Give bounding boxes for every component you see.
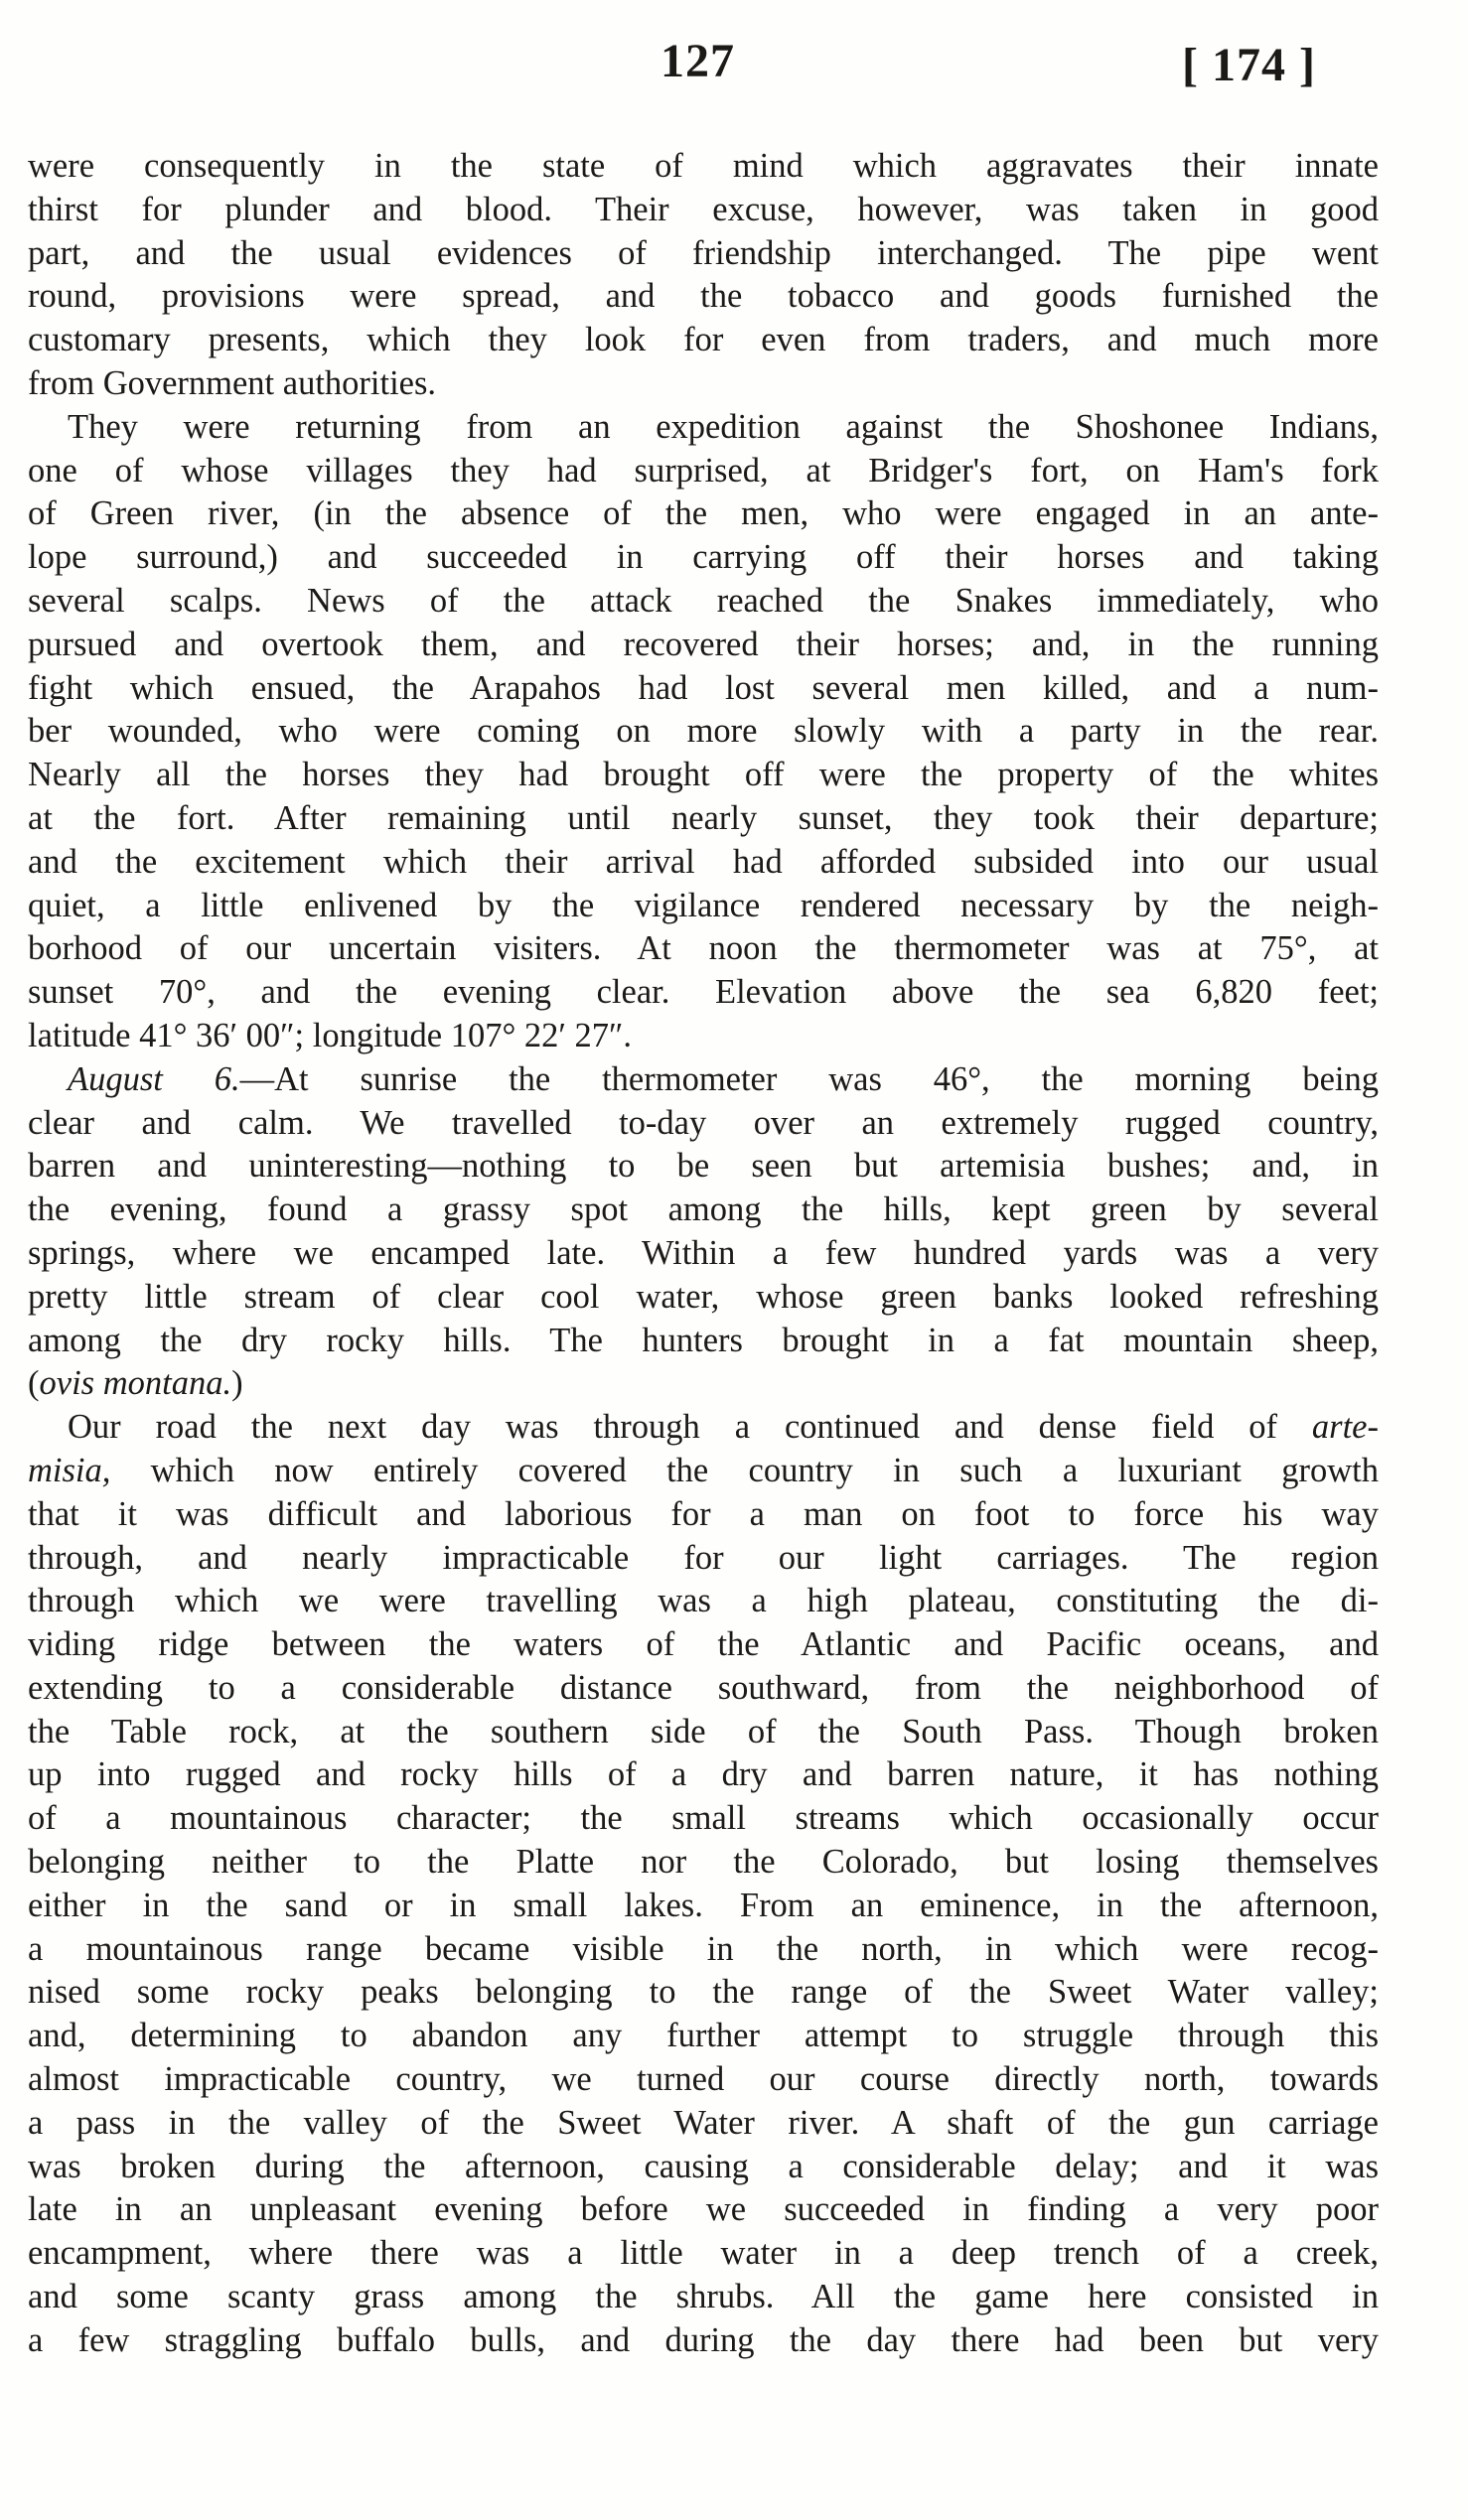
text-line: through which we were travelling was a high plateau, constituting the di- <box>28 1582 1379 1620</box>
text-line: the evening, found a grassy spot among the hills, kept green by several <box>28 1190 1379 1229</box>
text-fragment: ( <box>28 1364 40 1403</box>
text-fragment: ) <box>231 1364 243 1403</box>
text-line: barren and uninteresting—nothing to be seen but artemisia bushes; and, in <box>28 1147 1379 1186</box>
page-header <box>0 34 1468 113</box>
text-line: quiet, a little enlivened by the vigilance rendered necessary by the neigh- <box>28 886 1379 924</box>
text-line <box>28 1058 1379 1102</box>
text-line: and, determining to abandon any further attempt to struggle through this <box>28 2017 1379 2055</box>
text-line: among the dry rocky hills. The hunters brought in a fat mountain sheep, <box>28 1321 1379 1359</box>
text-line: part, and the usual evidences of friendship interchanged. The pipe went <box>28 233 1379 272</box>
species-name: ovis montana. <box>39 1364 232 1403</box>
text-line: clear and calm. We travelled to-day over an extremely rugged country, <box>28 1103 1379 1142</box>
text-line: either in the sand or in small lakes. From an eminence, in the afternoon, <box>28 1886 1379 1924</box>
text-line: customary presents, which they look for even from traders, and much more <box>28 321 1379 359</box>
text-line: belonging neither to the Platte nor the Colorado, but losing themselves <box>28 1843 1379 1882</box>
text-line: up into rugged and rocky hills of a dry and barren nature, it has nothing <box>28 1755 1379 1794</box>
text-line: a few straggling buffalo bulls, and during the day there had been but very <box>28 2320 1379 2359</box>
text-line: Nearly all the horses they had brought off were the property of the whites <box>28 756 1379 794</box>
species-name: arte- <box>1311 1408 1379 1447</box>
text-line: They were returning from an expedition against the Shoshonee Indians, <box>68 407 1379 446</box>
text-line: of a mountainous character; the small streams which occasionally occur <box>28 1799 1379 1838</box>
text-line: and the excitement which their arrival had afforded subsided into our usual <box>28 842 1379 881</box>
text-line: borhood of our uncertain visiters. At noon the thermometer was at 75°, at <box>28 929 1379 968</box>
text-fragment: which now entirely covered the country in such a luxuriant growth <box>110 1451 1379 1489</box>
text-line <box>28 1362 1379 1406</box>
text-line: and some scanty grass among the shrubs. All the game here consisted in <box>28 2278 1379 2316</box>
text-line: was broken during the afternoon, causing a considerable delay; and it was <box>28 2147 1379 2185</box>
text-line: the Table rock, at the southern side of the South Pass. Though broken <box>28 1712 1379 1750</box>
text-line: springs, where we encamped late. Within a few hundred yards was a very <box>28 1233 1379 1272</box>
text-line: that it was difficult and laborious for a man on foot to force his way <box>28 1494 1379 1533</box>
text-line: pursued and overtook them, and recovered their horses; and, in the running <box>28 625 1379 663</box>
text-line: from Government authorities. <box>28 363 437 402</box>
text-line: late in an unpleasant evening before we succeeded in finding a very poor <box>28 2190 1379 2229</box>
text-line: thirst for plunder and blood. Their excuse, however, was taken in good <box>28 190 1379 228</box>
text-line: latitude 41° 36′ 00″; longitude 107° 22′ 27″. <box>28 1016 633 1054</box>
date-heading: August 6. <box>68 1059 240 1098</box>
text-line: lope surround,) and succeeded in carrying off their horses and taking <box>28 538 1379 577</box>
text-fragment: Our road the next day was through a continued and dense field of <box>68 1408 1312 1447</box>
text-fragment: —At sunrise the thermometer was 46°, the morning being <box>239 1059 1379 1098</box>
text-line: nised some rocky peaks belonging to the range of the Sweet Water valley; <box>28 1973 1379 2012</box>
text-line: viding ridge between the waters of the Atlantic and Pacific oceans, and <box>28 1625 1379 1664</box>
text-line: through, and nearly impracticable for our light carriages. The region <box>28 1538 1379 1577</box>
text-line: round, provisions were spread, and the tobacco and goods furnished the <box>28 277 1379 316</box>
text-line: at the fort. After remaining until nearly sunset, they took their departure; <box>28 798 1379 837</box>
text-line: sunset 70°, and the evening clear. Elevation above the sea 6,820 feet; <box>28 973 1379 1012</box>
text-line: fight which ensued, the Arapahos had lost several men killed, and a num- <box>28 668 1379 707</box>
text-line: pretty little stream of clear cool water, whose green banks looked refreshing <box>28 1277 1379 1316</box>
text-line <box>28 1450 1379 1493</box>
text-line: encampment, where there was a little water in a deep trench of a creek, <box>28 2234 1379 2273</box>
text-line: several scalps. News of the attack reached the Snakes immediately, who <box>28 581 1379 620</box>
document-number: [ 174 ] <box>1182 39 1316 91</box>
species-name: misia, <box>28 1451 111 1489</box>
text-line <box>28 1406 1379 1450</box>
text-line: extending to a considerable distance southward, from the neighborhood of <box>28 1668 1379 1707</box>
text-line: almost impracticable country, we turned our course directly north, towards <box>28 2060 1379 2099</box>
text-line: ber wounded, who were coming on more slowly with a party in the rear. <box>28 712 1379 751</box>
text-line: one of whose villages they had surprised, at Bridger's fort, on Ham's fork <box>28 451 1379 490</box>
body-text <box>28 145 1379 2363</box>
page-number: 127 <box>661 35 735 87</box>
text-line: of Green river, (in the absence of the men, who were engaged in an ante- <box>28 494 1379 533</box>
text-line: a mountainous range became visible in the north, in which were recog- <box>28 1929 1379 1968</box>
text-line: a pass in the valley of the Sweet Water river. A shaft of the gun carriage <box>28 2103 1379 2142</box>
text-line: were consequently in the state of mind which aggravates their innate <box>28 147 1379 185</box>
